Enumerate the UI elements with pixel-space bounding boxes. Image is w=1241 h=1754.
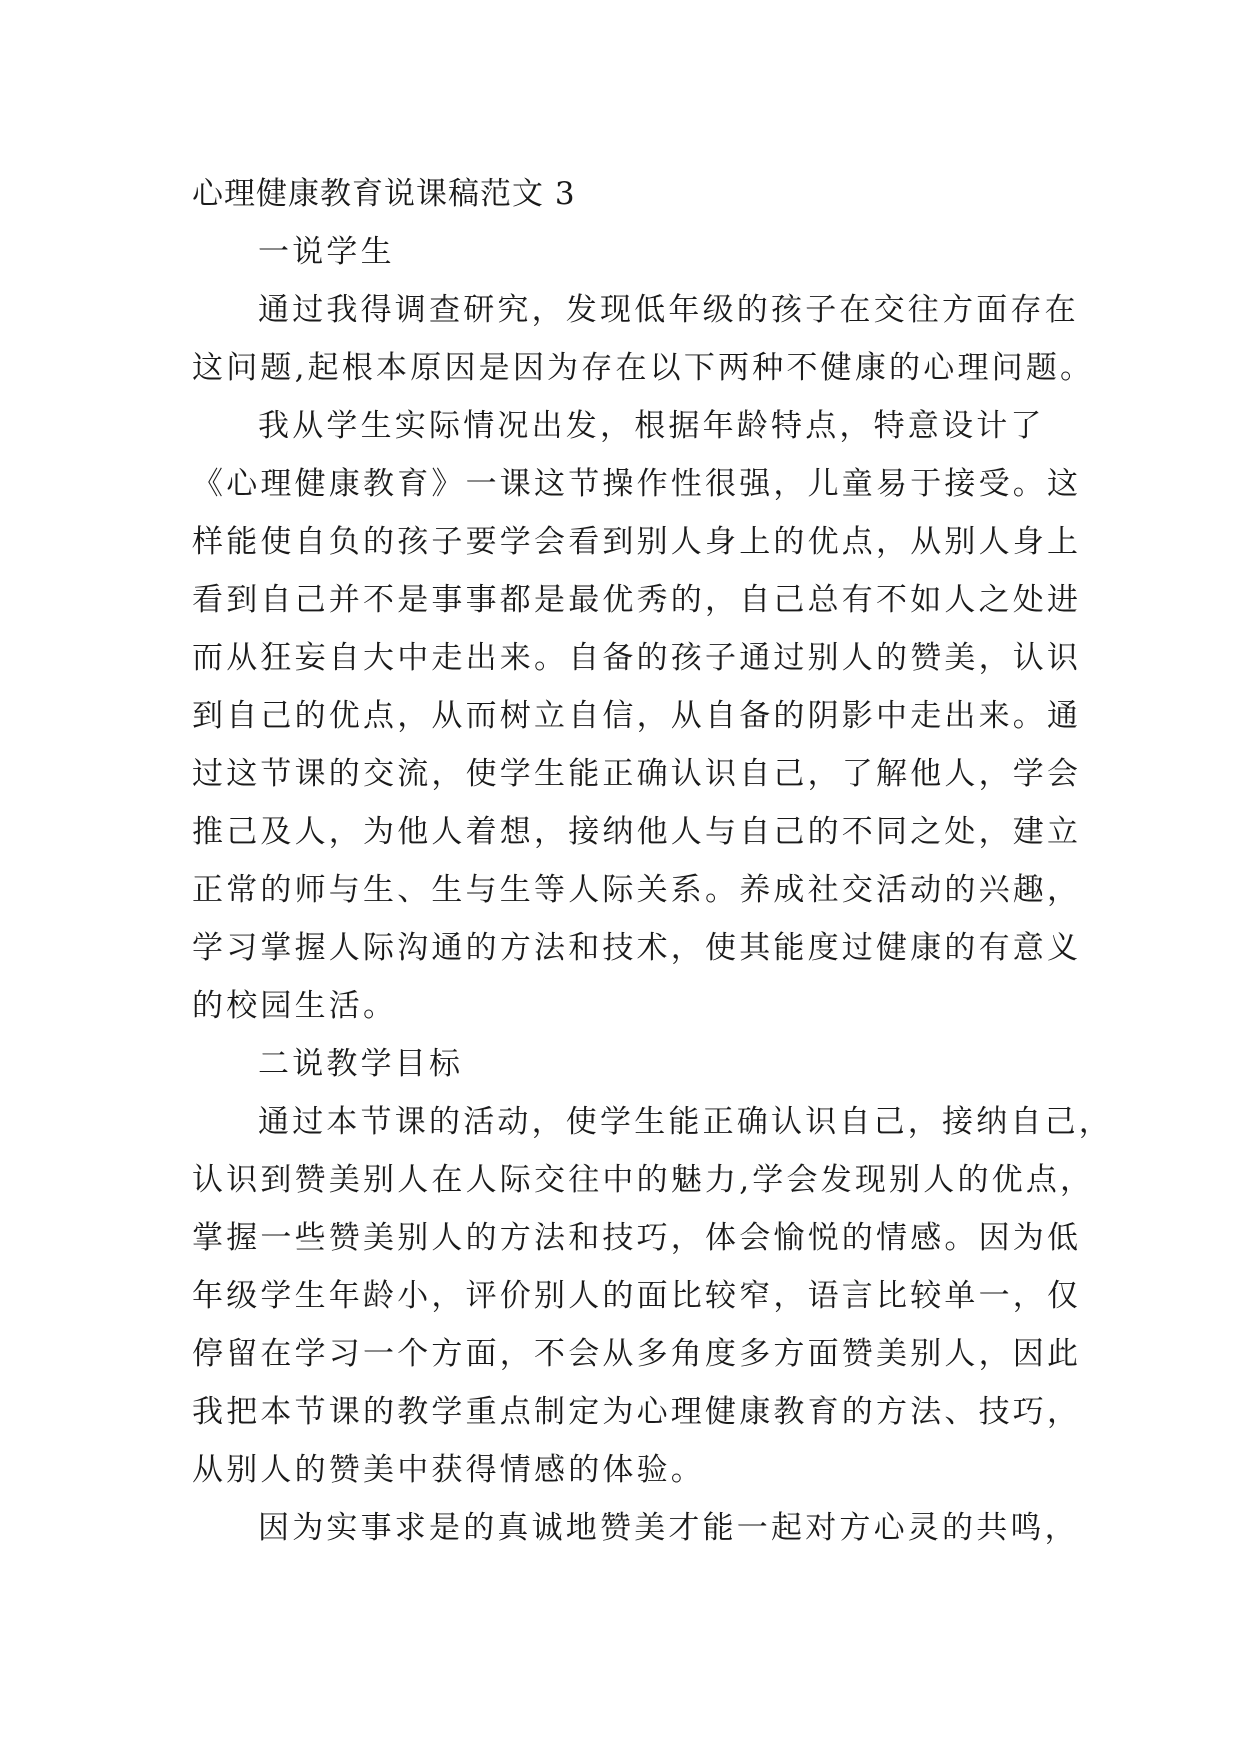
paragraph-line: 到自己的优点，从而树立自信，从自备的阴影中走出来。通 [192, 698, 1082, 734]
document-body [192, 165, 1113, 1557]
section-heading-teaching-goals: 二说教学目标 [258, 1046, 464, 1082]
paragraph-line: 推己及人，为他人着想，接纳他人与自己的不同之处，建立 [192, 814, 1082, 850]
paragraph-line: 因为实事求是的真诚地赞美才能一起对方心灵的共鸣， [258, 1510, 1079, 1546]
paragraph-line: 我从学生实际情况出发，根据年龄特点，特意设计了 [258, 408, 1045, 444]
paragraph-line: 掌握一些赞美别人的方法和技巧，体会愉悦的情感。因为低 [192, 1220, 1082, 1256]
paragraph-line: 过这节课的交流，使学生能正确认识自己，了解他人，学会 [192, 756, 1082, 792]
paragraph-line: 从别人的赞美中获得情感的体验。 [192, 1452, 705, 1488]
paragraph-line: 年级学生年龄小，评价别人的面比较窄，语言比较单一，仅 [192, 1278, 1082, 1314]
paragraph-line: 学习掌握人际沟通的方法和技术，使其能度过健康的有意义 [192, 930, 1082, 966]
paragraph-line: 停留在学习一个方面，不会从多角度多方面赞美别人，因此 [192, 1336, 1082, 1372]
paragraph-line: 我把本节课的教学重点制定为心理健康教育的方法、技巧， [192, 1394, 1082, 1430]
paragraph-line: 看到自己并不是事事都是最优秀的，自己总有不如人之处进 [192, 582, 1082, 618]
paragraph-line: 而从狂妄自大中走出来。自备的孩子通过别人的赞美，认识 [192, 640, 1082, 676]
paragraph-line: 认识到赞美别人在人际交往中的魅力,学会发现别人的优点， [192, 1162, 1095, 1198]
paragraph-line: 通过本节课的活动，使学生能正确认识自己，接纳自己， [258, 1104, 1113, 1140]
paragraph-line: 正常的师与生、生与生等人际关系。养成社交活动的兴趣， [192, 872, 1082, 908]
paragraph-line: 这问题,起根本原因是因为存在以下两种不健康的心理问题。 [192, 350, 1095, 386]
section-heading-students: 一说学生 [258, 234, 395, 270]
paragraph-line: 的校园生活。 [192, 988, 398, 1024]
paragraph-line: 通过我得调查研究，发现低年级的孩子在交往方面存在 [258, 292, 1079, 328]
paragraph-line: 样能使自负的孩子要学会看到别人身上的优点，从别人身上 [192, 524, 1082, 560]
document-title: 心理健康教育说课稿范文 3 [192, 176, 576, 212]
paragraph-line: 《心理健康教育》一课这节操作性很强，儿童易于接受。这 [192, 466, 1082, 502]
